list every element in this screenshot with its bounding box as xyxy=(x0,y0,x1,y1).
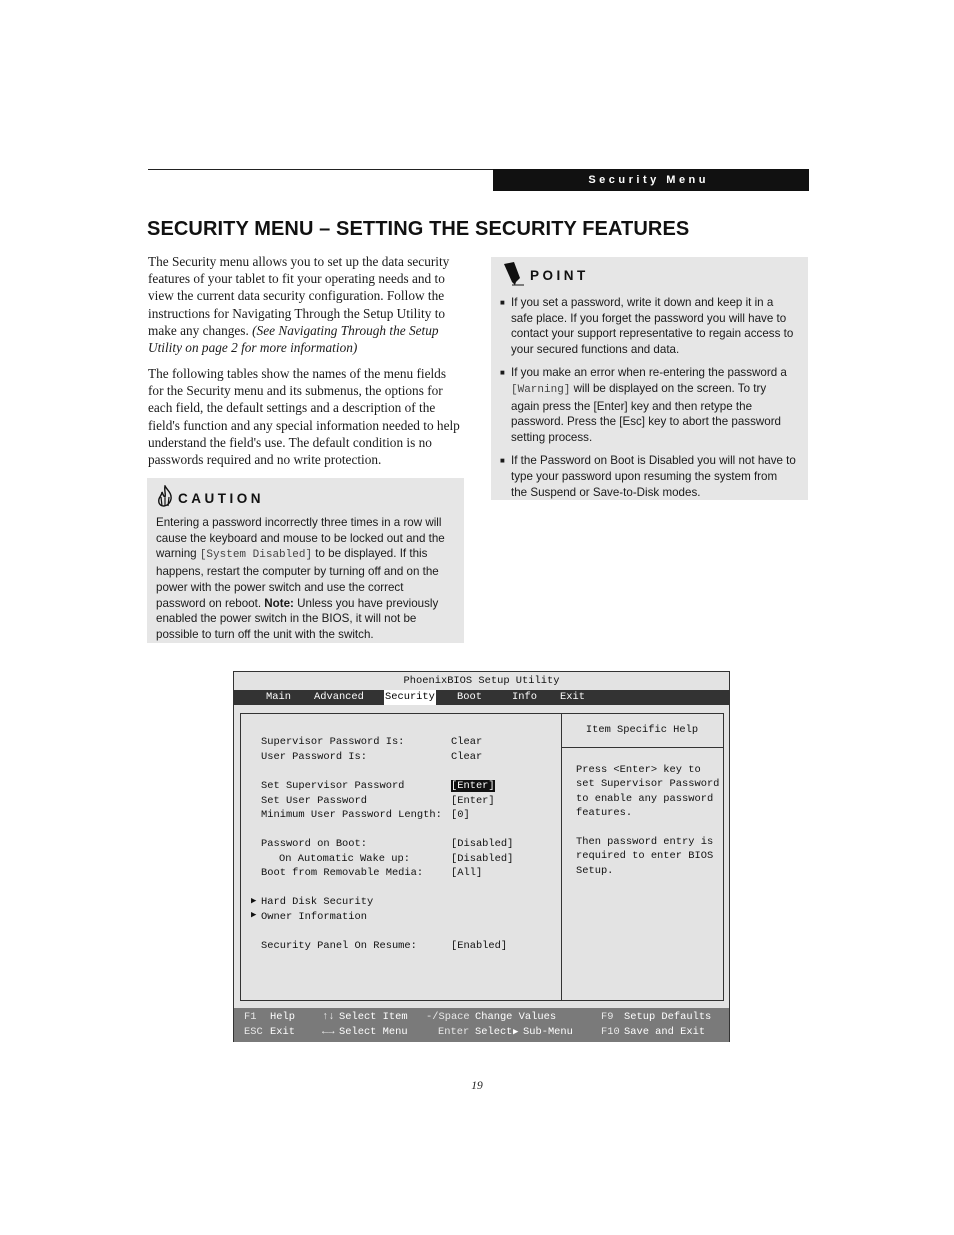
submenu-arrow-icon: ▶ xyxy=(251,910,257,920)
bios-menu-boot[interactable]: Boot xyxy=(457,691,482,703)
section-header-bar: Security Menu xyxy=(493,169,809,191)
min-password-length-value[interactable]: [0] xyxy=(451,809,470,821)
list-item xyxy=(500,295,796,357)
caution-text-part: Unless you have previously enabled the power switch in the BIOS, it will not be possible to turn off the unit with the switch. xyxy=(156,596,439,641)
automatic-wake-up-value[interactable]: [Disabled] xyxy=(451,853,514,865)
set-user-password-value[interactable]: [Enter] xyxy=(451,795,495,807)
bios-title: PhoenixBIOS Setup Utility xyxy=(403,675,560,687)
space-desc: Change Values xyxy=(475,1011,557,1023)
caution-header xyxy=(156,484,455,512)
help-text: Press <Enter> key to set Supervisor Password to enable any password features. Then password entry is required to enter BIOS Setup. xyxy=(576,764,720,877)
bios-screen xyxy=(233,671,730,1042)
submenu-arrow-icon: ▶ xyxy=(513,1027,519,1037)
bios-menu-advanced[interactable]: Advanced xyxy=(314,691,364,703)
password-on-boot-value[interactable]: [Disabled] xyxy=(451,838,514,850)
bios-help-panel xyxy=(561,714,723,1000)
submenu-desc: Sub-Menu xyxy=(523,1026,573,1038)
user-password-status-value: Clear xyxy=(451,751,483,763)
header-rule xyxy=(148,169,493,170)
help-title: Item Specific Help xyxy=(561,714,723,748)
user-password-status-label: User Password Is: xyxy=(261,751,368,763)
intro-reference: (See Navigating Through the Setup Utility on page 2 for more information) xyxy=(148,322,439,356)
page-number: 19 xyxy=(471,1080,483,1092)
left-right-arrows-icon: ←→ xyxy=(322,1026,335,1038)
point-header xyxy=(500,261,796,289)
f9-key: F9 xyxy=(601,1011,614,1023)
boot-removable-media-label: Boot from Removable Media: xyxy=(261,867,424,879)
intro-text: The Security menu allows you to set up the data security features of your tablet to fit your operating needs and to view the current data security configuration. Follow the instructions for Navigating Through the Setup Utility to make any changes. xyxy=(148,254,450,338)
f10-key: F10 xyxy=(601,1026,620,1038)
hard-disk-security-submenu[interactable]: Hard Disk Security xyxy=(261,896,374,908)
list-item xyxy=(500,453,796,500)
bullet-icon: ■ xyxy=(500,368,505,378)
bullet-icon: ■ xyxy=(500,298,505,307)
bios-settings-panel xyxy=(241,714,562,1000)
password-on-boot-label: Password on Boot: xyxy=(261,838,368,850)
f9-desc: Setup Defaults xyxy=(624,1011,712,1023)
automatic-wake-up-label: On Automatic Wake up: xyxy=(279,853,410,865)
caution-text-part: to be displayed. If this happens, restart the computer by turning off and on the power with the power switch and use the correct password on reboot. xyxy=(156,547,439,610)
caution-text xyxy=(156,515,455,643)
f1-key: F1 xyxy=(244,1011,257,1023)
caution-text-part: Entering a password incorrectly three times in a row will cause the keyboard and mouse to be locked out and the warning xyxy=(156,516,445,561)
space-key: -/Space xyxy=(426,1011,470,1023)
set-supervisor-password-value[interactable]: [Enter] xyxy=(451,780,495,792)
point-list xyxy=(500,295,796,500)
set-user-password-label: Set User Password xyxy=(261,795,368,807)
boot-removable-media-value[interactable]: [All] xyxy=(451,867,483,879)
bios-menu-security[interactable]: Security xyxy=(385,691,435,703)
pencil-icon xyxy=(500,260,526,291)
point-box xyxy=(491,257,808,500)
point-text: If you set a password, write it down and keep it in a safe place. If you forget the password you will have to contact your support representative to regain access to your secured functions and data. xyxy=(511,296,794,356)
security-panel-on-resume-value[interactable]: [Enabled] xyxy=(451,940,508,952)
enter-key: Enter xyxy=(438,1026,470,1038)
supervisor-password-status-label: Supervisor Password Is: xyxy=(261,736,405,748)
caution-box xyxy=(147,478,464,643)
bios-menu-main[interactable]: Main xyxy=(266,691,291,703)
set-supervisor-password-label: Set Supervisor Password xyxy=(261,780,405,792)
page-title: SECURITY MENU – SETTING THE SECURITY FEATURES xyxy=(147,218,690,240)
supervisor-password-status-value: Clear xyxy=(451,736,483,748)
f10-desc: Save and Exit xyxy=(624,1026,706,1038)
intro-paragraph-1 xyxy=(148,253,464,356)
bios-main-panel xyxy=(240,713,724,1001)
bullet-icon: ■ xyxy=(500,456,505,466)
security-panel-on-resume-label: Security Panel On Resume: xyxy=(261,940,417,952)
flame-icon xyxy=(156,485,174,512)
f1-desc: Help xyxy=(270,1011,295,1023)
point-text: If the Password on Boot is Disabled you will not have to type your password upon resuming the system from the Suspend or Save-to-Disk modes. xyxy=(511,454,796,499)
submenu-arrow-icon: ▶ xyxy=(251,896,257,906)
enter-desc: Select xyxy=(475,1026,513,1038)
caution-heading: CAUTION xyxy=(178,490,264,506)
min-password-length-label: Minimum User Password Length: xyxy=(261,809,442,821)
esc-desc: Exit xyxy=(270,1026,295,1038)
point-text: will be displayed on the screen. To try again press the [Enter] key and then retype the password. Press the [Esc] key to abort the password setting process. xyxy=(511,381,782,444)
warning-code: [Warning] xyxy=(511,383,571,396)
up-down-arrows-icon: ↑↓ xyxy=(322,1011,335,1023)
point-heading: POINT xyxy=(530,267,589,283)
updown-desc: Select Item xyxy=(339,1011,408,1023)
point-text: If you make an error when re-entering the password a xyxy=(511,366,787,380)
system-disabled-code: [System Disabled] xyxy=(199,549,313,562)
owner-information-submenu[interactable]: Owner Information xyxy=(261,911,368,923)
leftright-desc: Select Menu xyxy=(339,1026,408,1038)
esc-key: ESC xyxy=(244,1026,263,1038)
bios-menubar xyxy=(234,690,729,705)
bios-footer xyxy=(234,1008,729,1042)
bios-menu-exit[interactable]: Exit xyxy=(560,691,585,703)
bios-menu-info[interactable]: Info xyxy=(512,691,537,703)
list-item xyxy=(500,365,796,445)
intro-paragraph-2: The following tables show the names of the menu fields for the Security menu and its submenus, the options for each field, the default settings and a description of the field's function and any special information needed to help understand the field's use. The default condition is no passwords required and no write protection. xyxy=(148,366,460,468)
note-label: Note: xyxy=(264,596,294,610)
